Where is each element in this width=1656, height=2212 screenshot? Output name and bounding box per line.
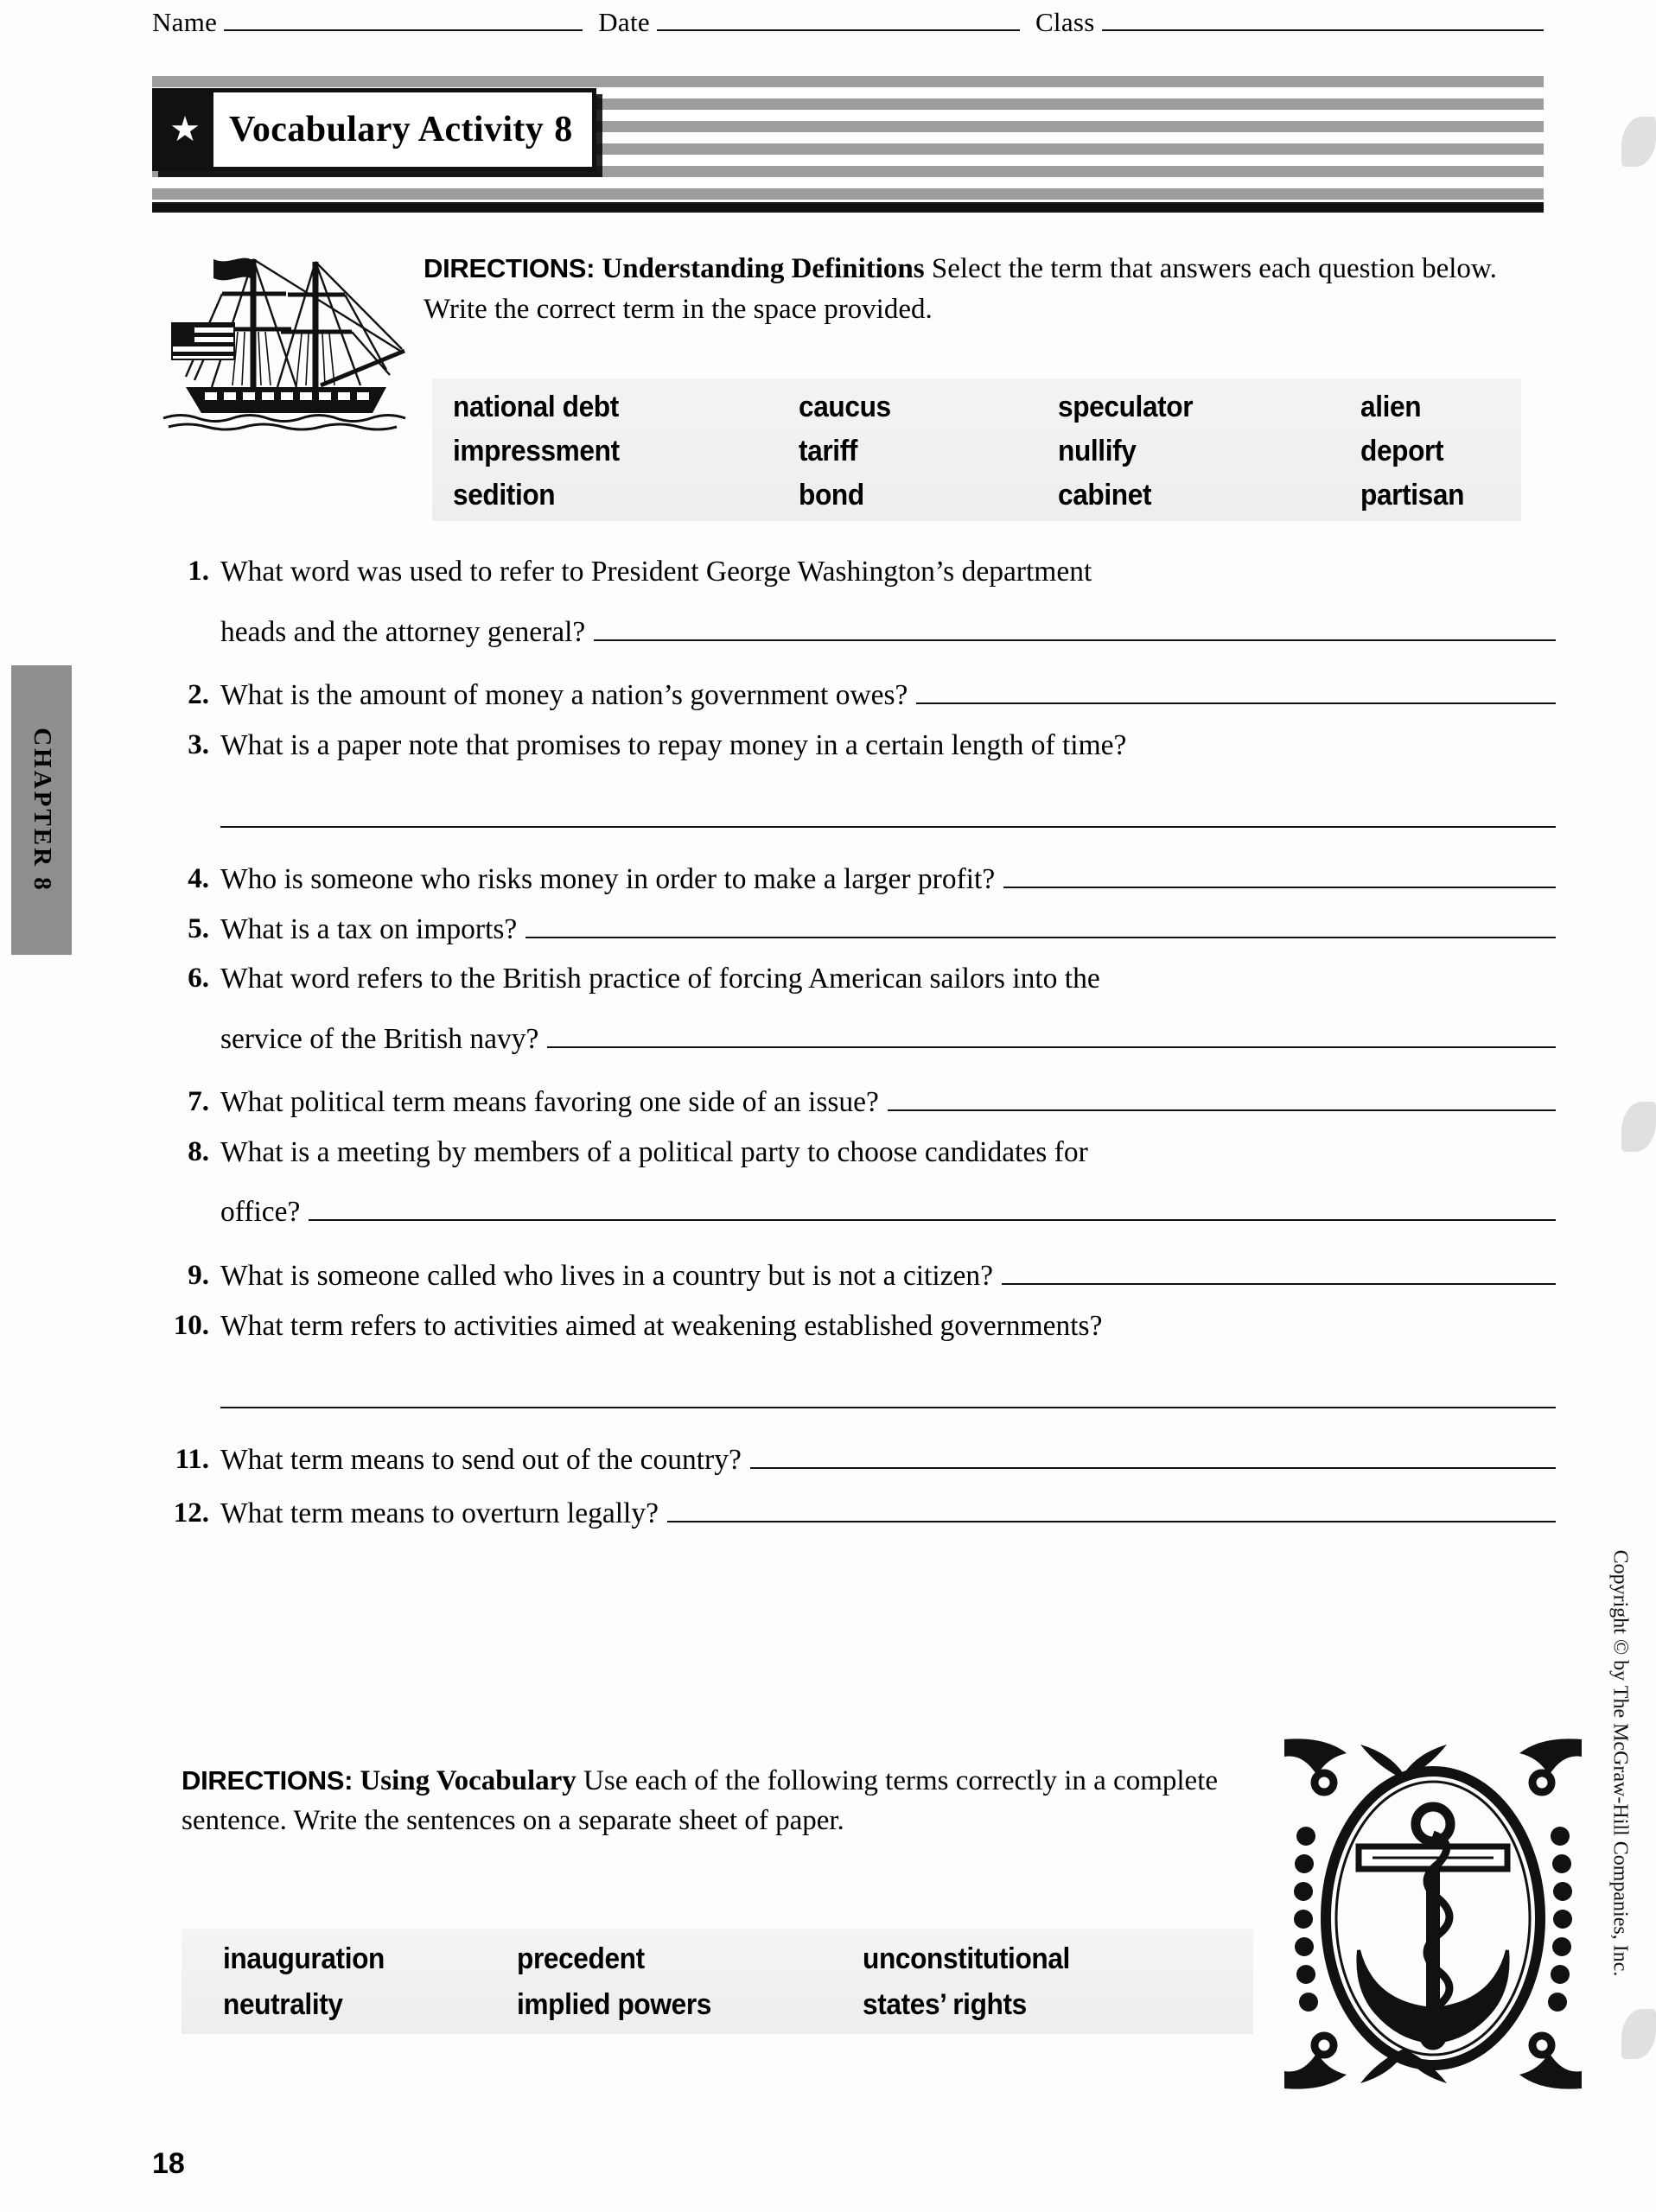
question-text: What word refers to the British practice of forcing American sailors into the	[220, 963, 1100, 995]
word-bank-term: alien	[1360, 391, 1422, 423]
question-item	[156, 911, 1556, 949]
banner-bottom-rule	[152, 202, 1544, 213]
question-text-continued: heads and the attorney general?	[220, 615, 586, 648]
word-bank-term: implied powers	[517, 1988, 711, 2021]
directions-block-2	[182, 1761, 1219, 1840]
activity-banner	[152, 76, 1544, 213]
page-number: 18	[152, 2147, 185, 2180]
answer-blank-line[interactable]	[594, 620, 1556, 641]
directions-body-2: Use each of the following terms correctly in a complete sentence. Write the sentences on a separate sheet of paper.	[182, 1765, 1219, 1837]
question-number: 4.	[188, 863, 209, 895]
word-bank-term: inauguration	[223, 1942, 385, 1975]
question-text: What term means to send out of the country?	[220, 1444, 742, 1477]
word-bank-term: neutrality	[223, 1988, 343, 2021]
question-text: What is a meeting by members of a political party to choose candidates for	[220, 1135, 1088, 1168]
answer-blank-line[interactable]	[916, 683, 1556, 704]
question-item	[156, 553, 1556, 651]
student-info-row	[152, 7, 1544, 38]
activity-title	[213, 92, 592, 167]
question-text: Who is someone who risks money in order to make a larger profit?	[220, 863, 996, 896]
activity-number: 8	[554, 110, 573, 149]
word-bank-term: deport	[1360, 435, 1444, 467]
directions-keyword-2: DIRECTIONS:	[182, 1765, 353, 1796]
word-bank-term: states’ rights	[863, 1988, 1027, 2021]
anchor-engraving-illustration	[1277, 1732, 1589, 2095]
word-bank-2	[182, 1929, 1253, 2034]
question-text: What political term means favoring one side of an issue?	[220, 1086, 879, 1119]
question-number: 2.	[188, 679, 209, 711]
question-number: 1.	[188, 556, 209, 587]
sailing-ship-illustration	[160, 240, 411, 435]
question-item	[156, 677, 1556, 715]
class-blank-line[interactable]	[1102, 7, 1544, 31]
question-item	[156, 727, 1556, 842]
answer-blank-line[interactable]	[1002, 1264, 1556, 1285]
question-number: 3.	[188, 728, 209, 760]
question-text: What is someone called who lives in a country but is not a citizen?	[220, 1260, 994, 1293]
question-text: What term refers to activities aimed at weakening established governments?	[220, 1309, 1103, 1342]
question-item	[156, 1134, 1556, 1231]
question-item	[156, 1257, 1556, 1295]
answer-blank-line[interactable]	[750, 1448, 1556, 1469]
question-text: What word was used to refer to President George Washington’s department	[220, 556, 1092, 588]
chapter-tab-label: CHAPTER 8	[28, 728, 56, 893]
word-bank-term: impressment	[453, 435, 620, 467]
question-item	[156, 1084, 1556, 1122]
directions-subtitle-2: Using Vocabulary	[360, 1765, 576, 1796]
question-number: 8.	[188, 1135, 209, 1167]
word-bank-term: sedition	[453, 479, 556, 512]
question-list	[156, 553, 1556, 1544]
question-text-continued: office?	[220, 1196, 301, 1229]
word-bank-term: partisan	[1360, 479, 1465, 512]
question-text: What is the amount of money a nation’s government owes?	[220, 679, 908, 712]
chapter-side-tab	[11, 665, 72, 955]
binder-mark-bottom	[1621, 2009, 1656, 2059]
word-bank-term: speculator	[1058, 391, 1194, 423]
word-bank-term: national debt	[453, 391, 619, 423]
question-number: 12.	[173, 1497, 209, 1529]
question-text: What is a paper note that promises to repay money in a certain length of time?	[220, 728, 1127, 761]
answer-blank-line[interactable]	[220, 1389, 1556, 1408]
activity-title-text: Vocabulary Activity	[229, 110, 545, 149]
word-bank-term: unconstitutional	[863, 1942, 1070, 1975]
word-bank-term: bond	[799, 479, 864, 512]
name-label: Name	[152, 7, 218, 37]
name-blank-line[interactable]	[224, 7, 583, 31]
date-blank-line[interactable]	[657, 7, 1020, 31]
question-text: What term means to overturn legally?	[220, 1497, 659, 1529]
question-text: What is a tax on imports?	[220, 912, 518, 945]
answer-blank-line[interactable]	[547, 1027, 1556, 1048]
answer-blank-line[interactable]	[667, 1502, 1556, 1522]
word-bank-term: cabinet	[1058, 479, 1152, 512]
question-number: 5.	[188, 912, 209, 944]
copyright-notice	[1602, 1521, 1637, 2005]
binder-mark-top	[1621, 117, 1656, 167]
question-item	[156, 861, 1556, 899]
binder-mark-middle	[1621, 1102, 1656, 1152]
question-text-continued: service of the British navy?	[220, 1022, 539, 1055]
question-number: 10.	[173, 1309, 209, 1341]
answer-blank-line[interactable]	[220, 809, 1556, 828]
question-item	[156, 1441, 1556, 1479]
question-number: 7.	[188, 1086, 209, 1118]
answer-blank-line[interactable]	[309, 1200, 1556, 1221]
word-bank-1	[432, 378, 1521, 521]
class-label: Class	[1035, 7, 1095, 37]
question-item	[156, 1495, 1556, 1533]
question-number: 11.	[175, 1444, 209, 1476]
date-label: Date	[598, 7, 650, 37]
question-item	[156, 960, 1556, 1058]
answer-blank-line[interactable]	[525, 918, 1556, 938]
star-icon: ★	[156, 92, 213, 167]
question-number: 9.	[188, 1260, 209, 1292]
question-number: 6.	[188, 963, 209, 995]
directions-keyword-1: DIRECTIONS:	[424, 253, 596, 283]
answer-blank-line[interactable]	[888, 1090, 1556, 1111]
word-bank-term: caucus	[799, 391, 891, 423]
activity-title-block	[152, 88, 596, 171]
question-item	[156, 1307, 1556, 1423]
directions-body-1: Select the term that answers each question below. Write the correct term in the space provided.	[424, 253, 1497, 325]
word-bank-term: nullify	[1058, 435, 1137, 467]
word-bank-term: precedent	[517, 1942, 645, 1975]
word-bank-term: tariff	[799, 435, 858, 467]
copyright-text: Copyright © by The McGraw-Hill Companies, Inc.	[1608, 1549, 1632, 1976]
directions-subtitle-1: Understanding Definitions	[602, 253, 925, 284]
directions-block-1	[424, 249, 1517, 330]
answer-blank-line[interactable]	[1003, 868, 1556, 888]
